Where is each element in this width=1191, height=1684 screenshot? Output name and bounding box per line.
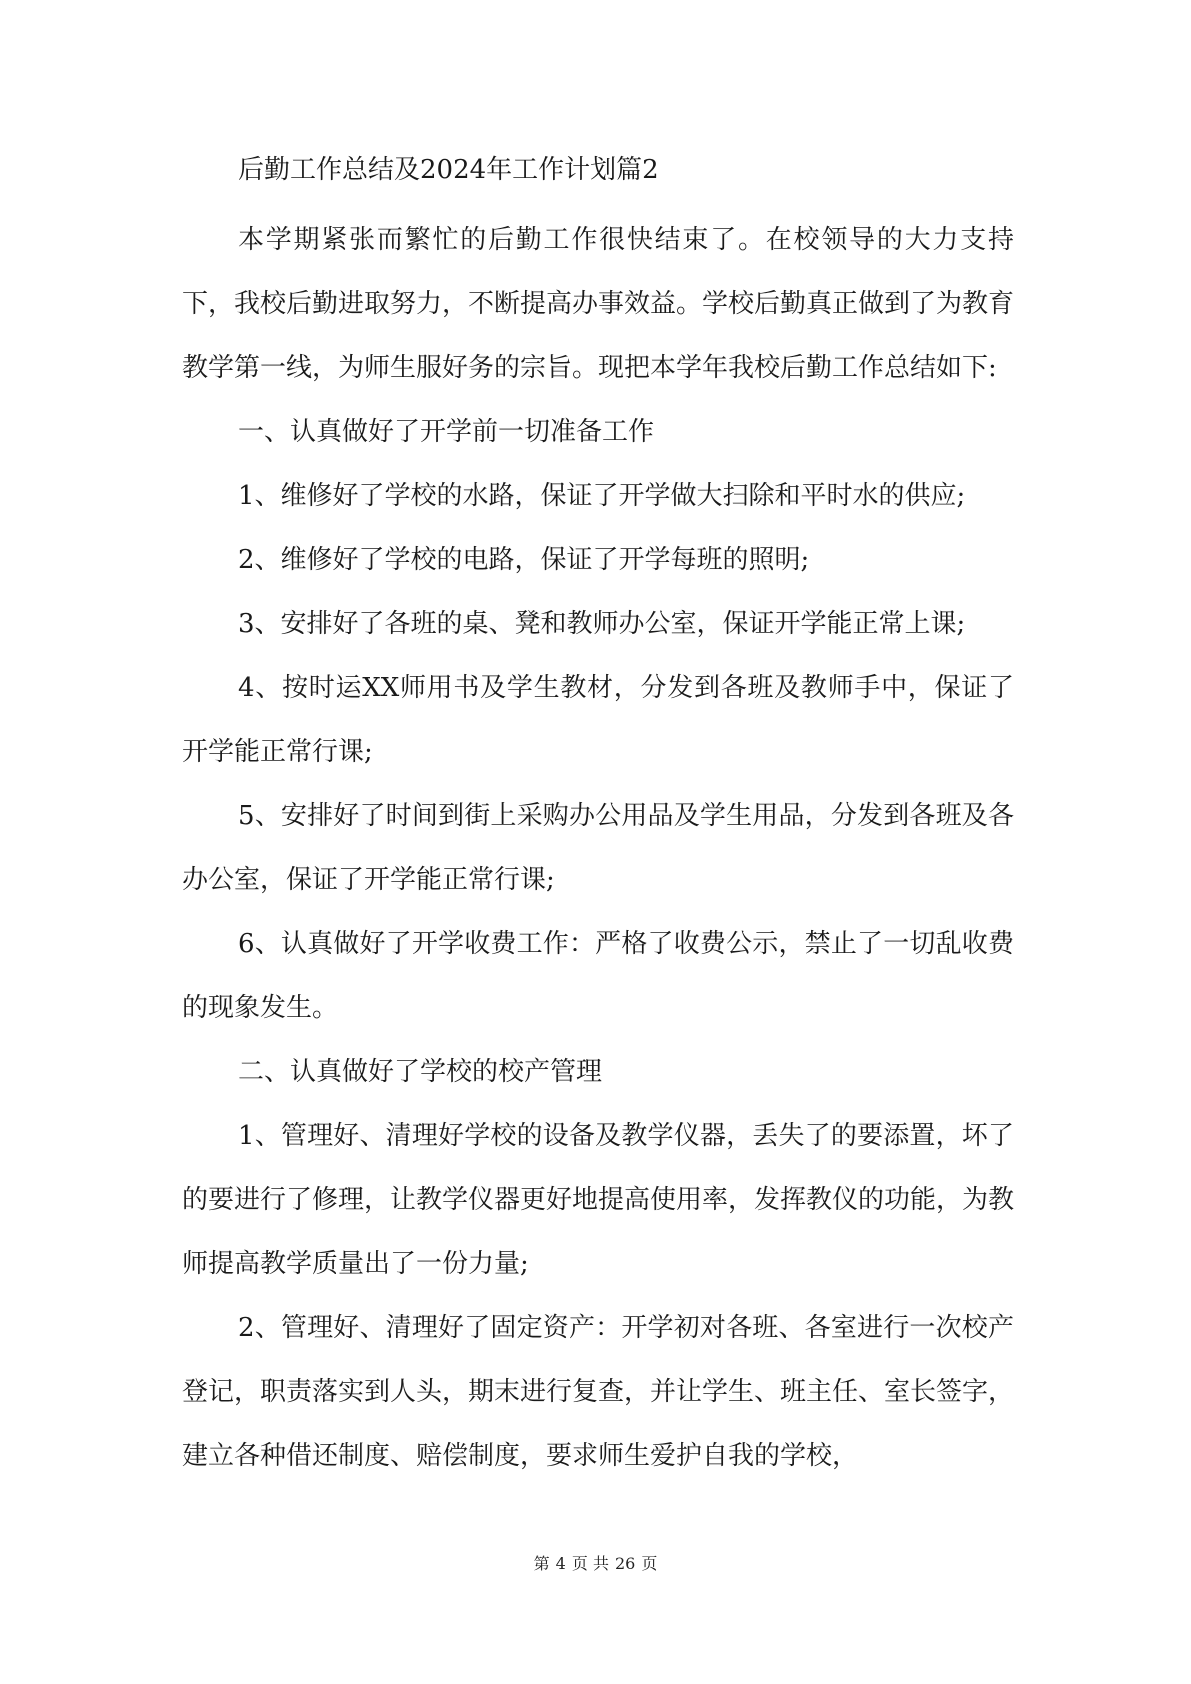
document-title: 后勤工作总结及2024年工作计划篇2 <box>238 155 659 185</box>
list-item: 1、维修好了学校的水路，保证了开学做大扫除和平时水的供应; <box>238 481 966 511</box>
paragraph-intro: 本学期紧张而繁忙的后勤工作很快结束了。在校领导的大力支持下，我校后勤进取努力，不断提高办事效益。学校后勤真正做到了为教育教学第一线，为师生服好务的宗旨。现把本学年我校后勤工作总结如下: <box>182 225 1015 383</box>
footer-prefix: 第 <box>533 1554 550 1573</box>
list-item: 3、安排好了各班的桌、凳和教师办公室，保证开学能正常上课; <box>238 609 966 639</box>
footer-total-pages: 26 <box>614 1554 636 1573</box>
section-heading-2: 二、认真做好了学校的校产管理 <box>238 1057 603 1087</box>
document-body <box>182 144 1014 1488</box>
list-item: 4、按时运XX师用书及学生教材，分发到各班及教师手中，保证了开学能正常行课; <box>182 673 1014 767</box>
list-item: 2、管理好、清理好了固定资产：开学初对各班、各室进行一次校产登记，职责落实到人头，期末进行复查，并让学生、班主任、室长签字，建立各种借还制度、赔偿制度，要求师生爱护自我的学校， <box>182 1313 1015 1471</box>
list-item: 6、认真做好了开学收费工作：严格了收费公示，禁止了一切乱收费的现象发生。 <box>182 929 1014 1023</box>
list-item: 2、维修好了学校的电路，保证了开学每班的照明; <box>238 545 810 575</box>
list-item: 1、管理好、清理好学校的设备及教学仪器，丢失了的要添置，坏了的要进行了修理，让教学仪器更好地提高使用率，发挥教仪的功能，为教师提高教学质量出了一份力量; <box>182 1121 1015 1279</box>
list-item: 5、安排好了时间到街上采购办公用品及学生用品，分发到各班及各办公室，保证了开学能正常行课; <box>182 801 1014 895</box>
footer-current-page: 4 <box>555 1554 566 1573</box>
footer-middle: 页 共 <box>571 1554 609 1573</box>
page-footer <box>0 1552 1191 1576</box>
footer-suffix: 页 <box>641 1554 658 1573</box>
section-heading-1: 一、认真做好了开学前一切准备工作 <box>238 417 655 447</box>
